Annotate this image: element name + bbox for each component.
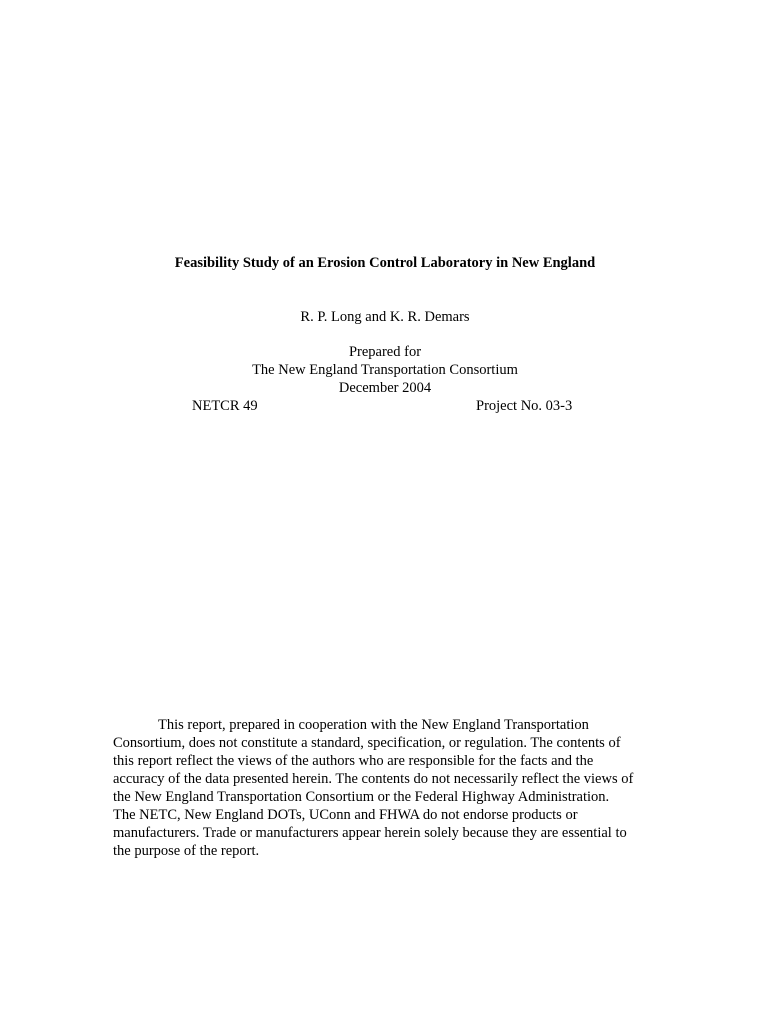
organization-name: The New England Transportation Consortium <box>252 362 518 378</box>
disclaimer-paragraph <box>113 716 661 860</box>
project-number: Project No. 03-3 <box>476 398 573 414</box>
disclaimer-line: manufacturers. Trade or manufacturers appear herein solely because they are essential to <box>113 825 627 841</box>
document-title: Feasibility Study of an Erosion Control Laboratory in New England <box>174 255 596 271</box>
disclaimer-line: the purpose of the report. <box>113 843 260 859</box>
report-date: December 2004 <box>338 380 432 396</box>
prepared-for-block <box>0 343 770 397</box>
disclaimer-line: This report, prepared in cooperation with the New England Transportation <box>158 717 589 733</box>
disclaimer-line: this report reflect the views of the authors who are responsible for the facts and the <box>113 753 594 769</box>
disclaimer-line: the New England Transportation Consortium or the Federal Highway Administration. <box>113 789 610 805</box>
document-authors: R. P. Long and K. R. Demars <box>300 309 470 325</box>
disclaimer-line: Consortium, does not constitute a standard, specification, or regulation. The contents of <box>113 735 621 751</box>
disclaimer-line: accuracy of the data presented herein. The contents do not necessarily reflect the views of <box>113 771 634 787</box>
disclaimer-line: The NETC, New England DOTs, UConn and FHWA do not endorse products or <box>113 807 578 823</box>
prepared-for-label: Prepared for <box>348 344 422 360</box>
report-number: NETCR 49 <box>192 398 258 414</box>
